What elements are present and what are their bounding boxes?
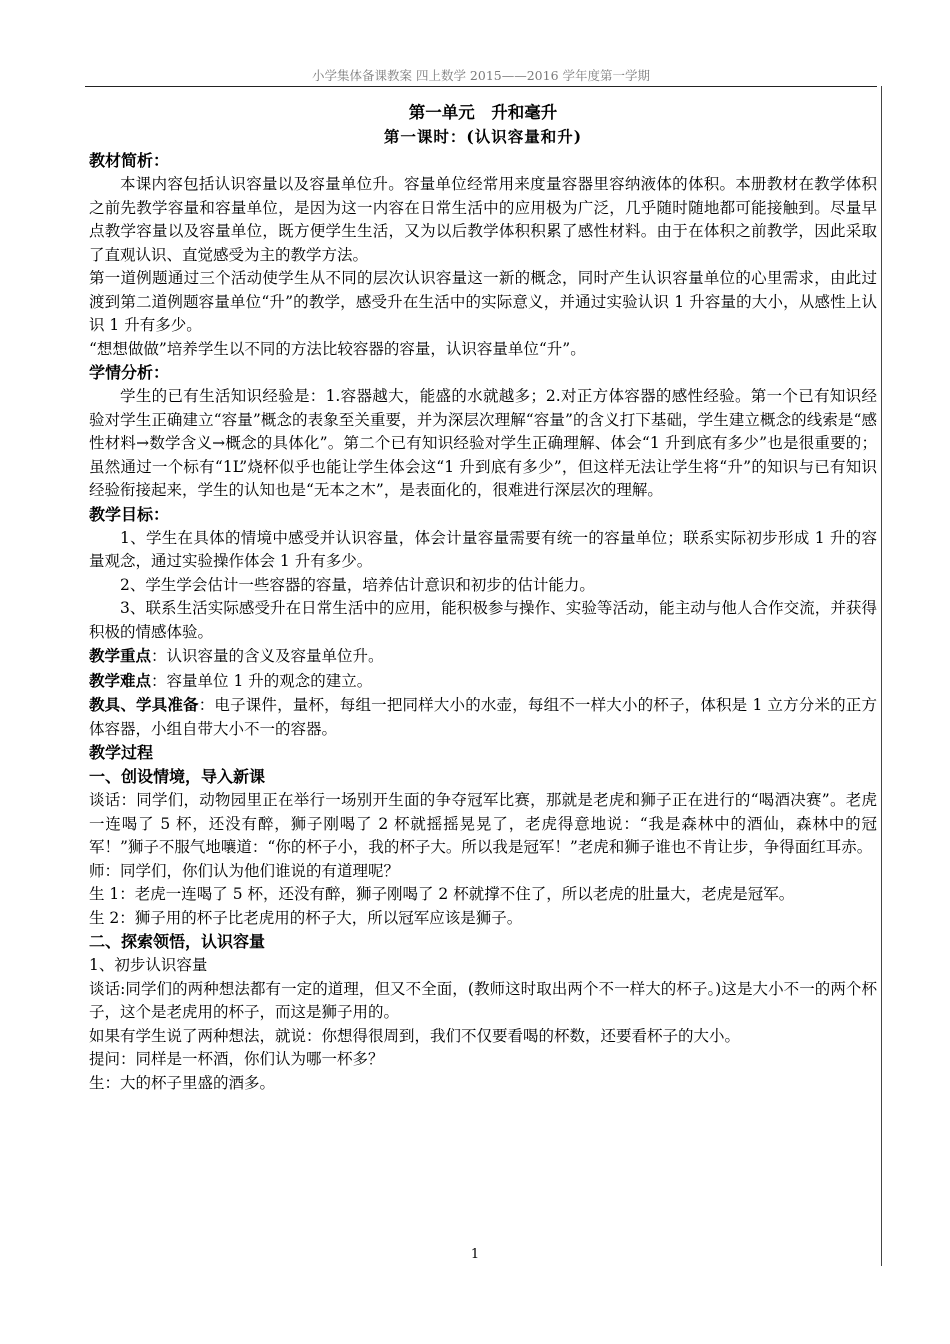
page-header: 小学集体备课教案 四上数学 2015——2016 学年度第一学期 — [311, 68, 651, 83]
process-heading: 教学过程 — [89, 743, 154, 762]
right-border-line — [881, 86, 882, 1266]
part1-paragraph-2: 师：同学们，你们认为他们谁说的有道理呢？ — [89, 861, 400, 880]
part2-paragraph-1: 谈话:同学们的两种想法都有一定的道理，但又不全面，(教师这时取出两个不一样大的杯子。)这是大小不一的两个杯子，这个是老虎用的杯子，而这是狮子用的。 — [89, 979, 877, 1021]
part2-subheading: 1、初步认识容量 — [89, 956, 208, 974]
learner-heading: 学情分析： — [89, 363, 170, 382]
key-point-label: 教学重点 — [89, 646, 152, 665]
key-point-text: ：认识容量的含义及容量单位升。 — [151, 647, 384, 665]
analysis-paragraph-3: “想想做做”培养学生以不同的方法比较容器的容量，认识容量单位“升”。 — [89, 339, 586, 358]
difficulty-point — [89, 669, 877, 694]
unit-title: 第一单元 升和毫升 — [408, 103, 558, 122]
part1-paragraph-1: 谈话：同学们，动物园里正在举行一场别开生面的争夺冠军比赛，那就是老虎和狮子正在进行的“喝酒决赛”。老虎一连喝了 5 杯，还没有醉，狮子刚喝了 2 杯就摇摇晃晃了，老虎得意地说：“我是森林中的酒仙，森林中的冠军！”狮子不服气地嚷道：“你的杯子小，我的杯子大。所以我是冠军！”老虎和狮子谁也不肯让步，争得面红耳赤。 — [89, 791, 877, 856]
analysis-heading: 教材简析： — [89, 151, 170, 170]
part2-paragraph-2: 如果有学生说了两种想法，就说：你想得很周到，我们不仅要看喝的杯数，还要看杯子的大小。 — [89, 1026, 741, 1045]
part2-paragraph-4: 生：大的杯子里盛的酒多。 — [89, 1073, 276, 1092]
goal-1: 1、学生在具体的情境中感受并认识容量，体会计量容量需要有统一的容量单位；联系实际初步形成 1 升的容量观念，通过实验操作体会 1 升有多少。 — [89, 528, 877, 570]
tools-label: 教具、学具准备 — [89, 695, 199, 714]
tools-text: ：电子课件，量杯，每组一把同样大小的水壶，每组不一样大小的杯子，体积是 1 立方分米的正方体容器，小组自带大小不一的容器。 — [89, 696, 877, 738]
page-number: 1 — [470, 1247, 480, 1262]
part1-paragraph-3: 生 1：老虎一连喝了 5 杯，还没有醉，狮子刚喝了 2 杯就撑不住了，所以老虎的肚量大，老虎是冠军。 — [89, 885, 795, 903]
learner-paragraph: 学生的已有生活知识经验是：1.容器越大，能盛的水就越多；2.对正方体容器的感性经验。第一个已有知识经验对学生正确建立“容量”概念的表象至关重要，并为深层次理解“容量”的含义打下基础，学生建立概念的线索是“感性材料→数学含义→概念的具体化”。第二个已有知识经验对学生正确理解、体会“1 升到底有多少”也是很重要的；虽然通过一个标有“1L”烧杯似乎也能让学生体会这“1 升到底有多少”，但这样无法让学生将“升”的知识与已有知识经验衔接起来，学生的认知也是“无本之木”，是表面化的，很难进行深层次的理解。 — [89, 387, 877, 499]
tools-preparation — [89, 693, 877, 741]
goals-heading: 教学目标： — [89, 504, 170, 524]
header-rule — [85, 86, 877, 87]
difficulty-label: 教学难点 — [89, 670, 152, 690]
lesson-title: 第一课时：(认识容量和升) — [383, 127, 583, 146]
difficulty-text: ：容量单位 1 升的观念的建立。 — [151, 671, 373, 690]
document-body — [89, 100, 877, 1095]
part1-heading: 一、创设情境，导入新课 — [89, 767, 266, 786]
analysis-paragraph-2: 第一道例题通过三个活动使学生从不同的层次认识容量这一新的概念，同时产生认识容量单位的心里需求，由此过渡到第二道例题容量单位“升”的教学，感受升在生活中的实际意义，并通过实验认识 1 升容量的大小，从感性上认识 1 升有多少。 — [89, 269, 877, 334]
goal-2: 2、学生学会估计一些容器的容量，培养估计意识和初步的估计能力。 — [120, 575, 595, 594]
part1-paragraph-4: 生 2：狮子用的杯子比老虎用的杯子大，所以冠军应该是狮子。 — [89, 908, 523, 927]
analysis-paragraph-1: 本课内容包括认识容量以及容量单位升。容量单位经常用来度量容器里容纳液体的体积。本册教材在教学体积之前先教学容量和容量单位，是因为这一内容在日常生活中的应用极为广泛，几乎随时随地都可能接触到。尽量早点教学容量以及容量单位，既方便学生生活，又为以后教学体积积累了感性材料。由于在体积之前教学，因此采取了直观认识、直觉感受为主的教学方法。 — [89, 175, 877, 264]
key-point — [89, 644, 877, 669]
goal-3: 3、联系生活实际感受升在日常生活中的应用，能积极参与操作、实验等活动，能主动与他人合作交流，并获得积极的情感体验。 — [89, 599, 877, 641]
part2-heading: 二、探索领悟，认识容量 — [89, 932, 266, 951]
part2-paragraph-3: 提问：同样是一杯酒，你们认为哪一杯多？ — [89, 1050, 384, 1068]
